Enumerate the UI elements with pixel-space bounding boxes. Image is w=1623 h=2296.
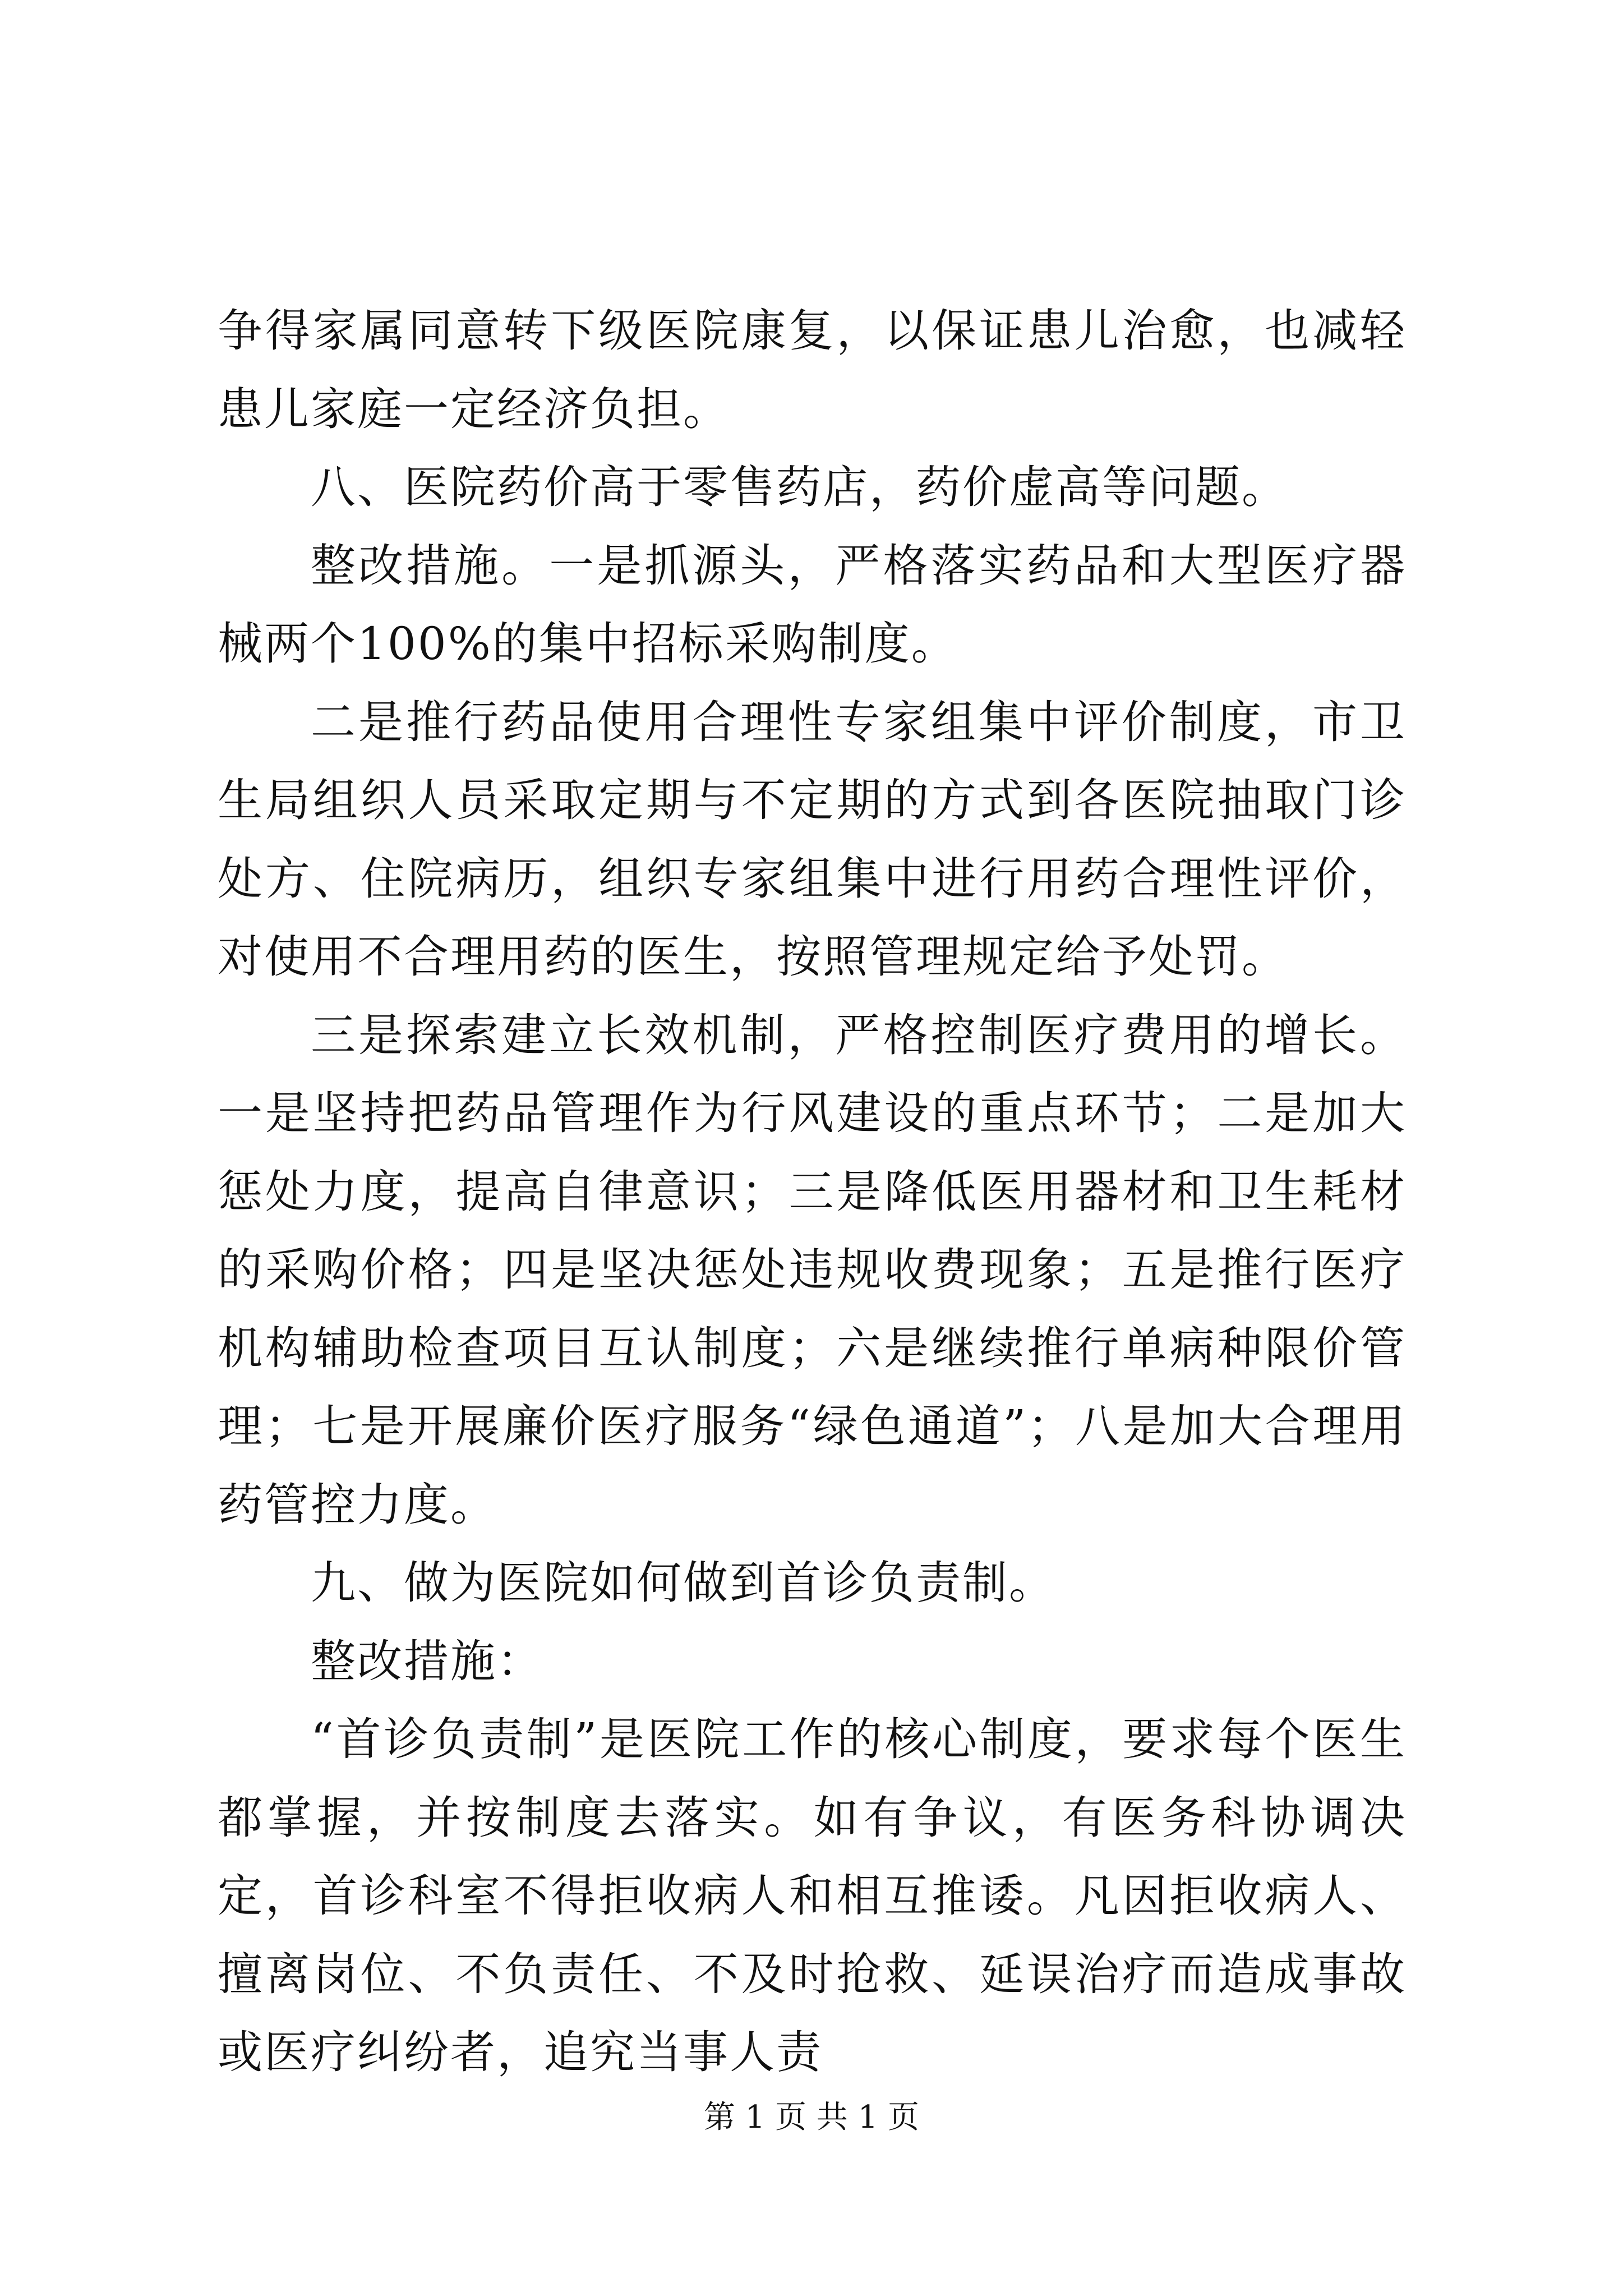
paragraph-measures-label: 整改措施： [311,1635,543,1687]
paragraph-measure-one: 整改措施。一是抓源头，严格落实药品和大型医疗器械两个100%的集中招标采购制度。 [218,539,1407,670]
paragraph-measure-three: 三是探索建立长效机制，严格控制医疗费用的增长。一是坚持把药品管理作为行风建设的重点环节；二是加大惩处力度，提高自律意识；三是降低医用器材和卫生耗材的采购价格；四是坚决惩处违规收费现象；五是推行医疗机构辅助检查项目互认制度；六是继续推行单病种限价管理；七是开展廉价医疗服务“绿色通道”；八是加大合理用药管控力度。 [218,1009,1407,1531]
paragraph-heading-eight: 八、医院药价高于零售药店，药价虚高等问题。 [311,461,1288,513]
page-footer: 第 1 页 共 1 页 [703,2099,920,2136]
paragraph-heading-nine: 九、做为医院如何做到首诊负责制。 [311,1557,1055,1609]
paragraph-first-diagnosis: “首诊负责制”是医院工作的核心制度，要求每个医生都掌握，并按制度去落实。如有争议，有医务科协调决定，首诊科室不得拒收病人和相互推诿。凡因拒收病人、擅离岗位、不负责任、不及时抢救、延误治疗而造成事故或医疗纠纷者，追究当事人责 [218,1713,1407,2078]
paragraph-measure-two: 二是推行药品使用合理性专家组集中评价制度，市卫生局组织人员采取定期与不定期的方式到各医院抽取门诊处方、住院病历，组织专家组集中进行用药合理性评价，对使用不合理用药的医生，按照管理规定给予处罚。 [218,696,1407,983]
paragraph-continuation: 争得家属同意转下级医院康复，以保证患儿治愈，也减轻患儿家庭一定经济负担。 [218,305,1407,435]
document-body [218,292,1407,2092]
